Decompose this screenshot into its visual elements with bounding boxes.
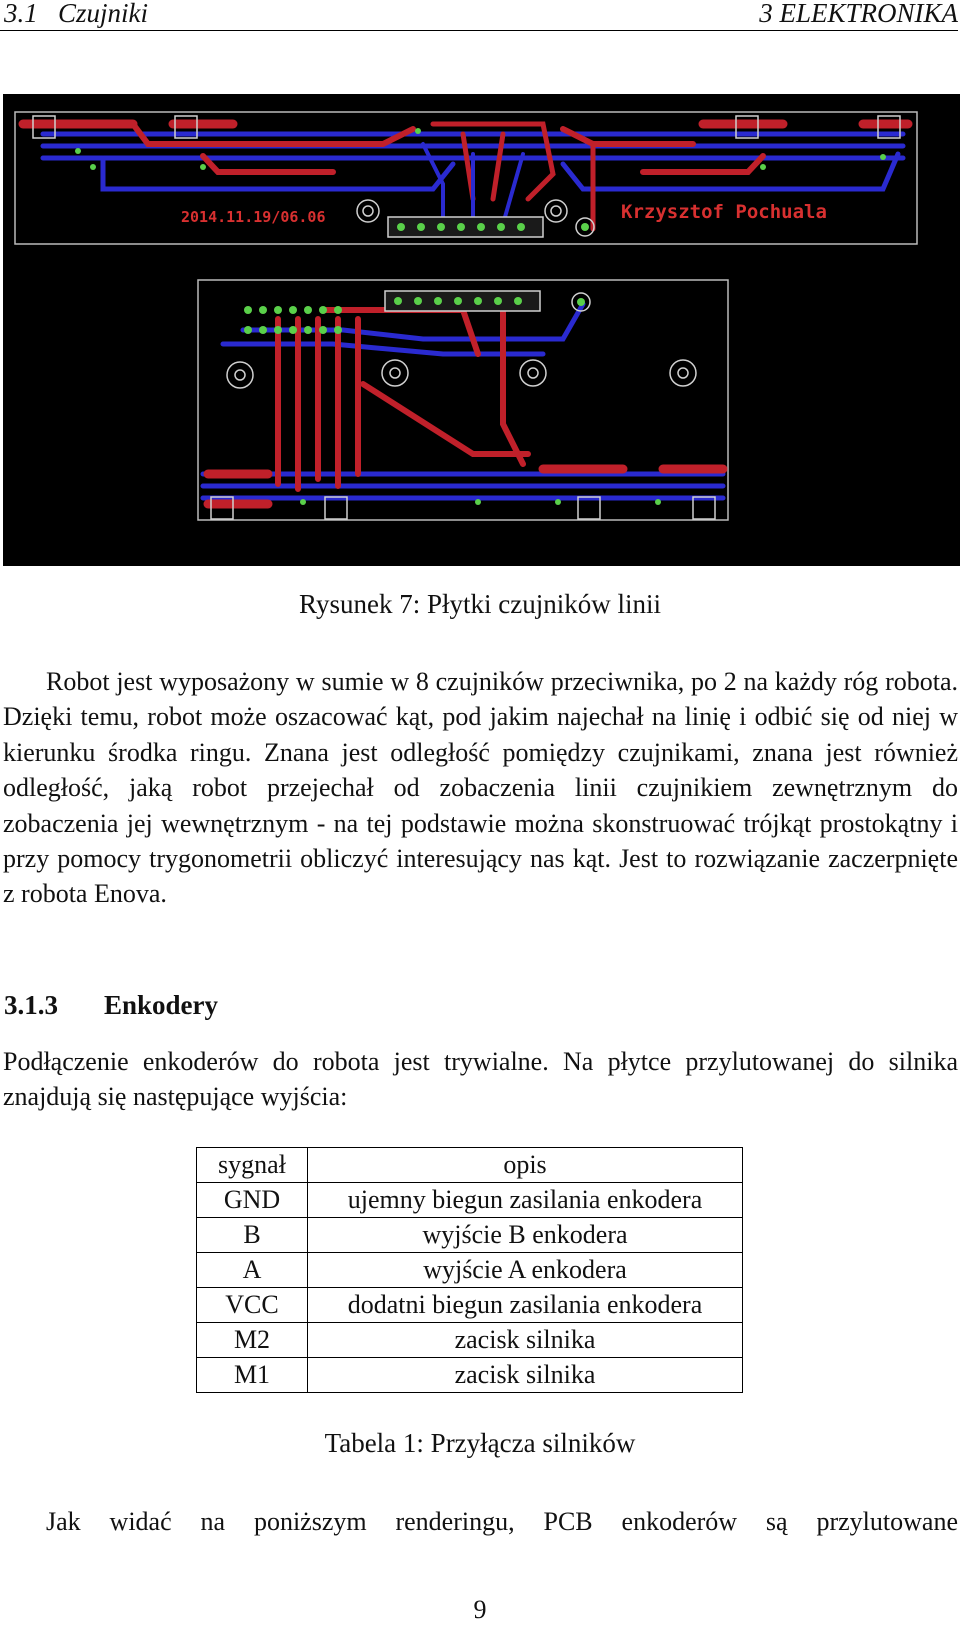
table-cell: A [197, 1253, 308, 1288]
bottom-board-traces [203, 294, 723, 504]
table-header-row [197, 1148, 743, 1183]
header-section: 3.1 Czujniki [4, 0, 149, 28]
table-row [197, 1288, 743, 1323]
header-chapter: 3 ELEKTRONIKA [759, 0, 958, 28]
pcb-date-label: 2014.11.19/06.06 [181, 208, 326, 226]
table-caption: Tabela 1: Przyłącza silników [324, 1428, 636, 1458]
paragraph-render: Jak widać na poniższym renderingu, PCB enkoderów są przylutowane [46, 1507, 958, 1536]
table-row [197, 1358, 743, 1393]
table-row [197, 1253, 743, 1288]
pcb-figure [3, 94, 960, 566]
table-cell: ujemny biegun zasilania enkodera [308, 1183, 743, 1218]
table-cell: wyjście A enkodera [308, 1253, 743, 1288]
table-cell: M2 [197, 1323, 308, 1358]
signal-table [196, 1147, 743, 1393]
pcb-render [3, 94, 960, 566]
paragraph-encoders: Podłączenie enkoderów do robota jest trywialne. Na płytce przylutowanej do silnika znajdują się następujące wyjścia: [3, 1047, 958, 1112]
table-header-cell: opis [308, 1148, 743, 1183]
table-cell: zacisk silnika [308, 1358, 743, 1393]
pcb-author-label: Krzysztof Pochuala [621, 201, 827, 223]
table-cell: B [197, 1218, 308, 1253]
table-row [197, 1323, 743, 1358]
table-cell: VCC [197, 1288, 308, 1323]
table-row [197, 1183, 743, 1218]
table-cell: wyjście B enkodera [308, 1218, 743, 1253]
table-cell: GND [197, 1183, 308, 1218]
section-title: Enkodery [104, 990, 219, 1020]
section-number: 3.1.3 [4, 990, 58, 1020]
table-cell: zacisk silnika [308, 1323, 743, 1358]
section-heading [4, 990, 218, 1021]
page-number: 9 [473, 1595, 487, 1624]
table-header-cell: sygnał [197, 1148, 308, 1183]
table-cell: dodatni biegun zasilania enkodera [308, 1288, 743, 1323]
paragraph-sensors: Robot jest wyposażony w sumie w 8 czujników przeciwnika, po 2 na każdy róg robota. Dzięki temu, robot może oszacować kąt, pod jakim najechał na linię i odbić się od niej w kierunku środka ringu. Znana jest odległość pomiędzy czujnikami, znana jest również odległość, jaką robot przejechał od zobaczenia linii czujnikiem zewnętrznym do zobaczenia jej wewnętrznym - na tej podstawie można skonstruować trójkąt prostokątny i przy pomocy trygonometrii obliczyć interesujący nas kąt. Jest to rozwiązanie zaczerpnięte z robota Enova. [3, 667, 958, 909]
table-row [197, 1218, 743, 1253]
running-header [0, 0, 958, 31]
table-cell: M1 [197, 1358, 308, 1393]
figure-caption: Rysunek 7: Płytki czujników linii [299, 589, 661, 619]
